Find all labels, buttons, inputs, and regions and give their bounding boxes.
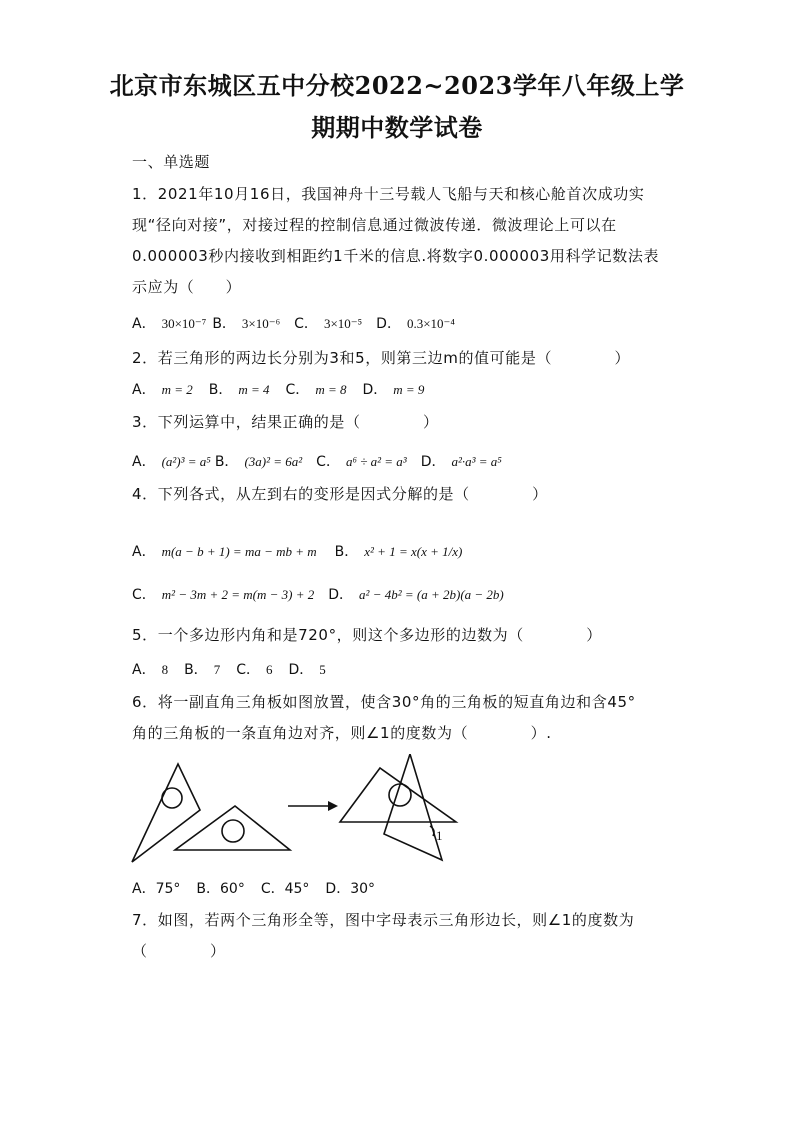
option-label: A．	[132, 544, 156, 560]
question-4-line-1: 4．下列各式，从左到右的变形是因式分解的是（ ）	[132, 485, 548, 503]
arrow-head-icon	[328, 801, 338, 811]
set-square-hole	[222, 820, 244, 842]
option-label: C．	[294, 316, 318, 332]
option-label: A．	[132, 454, 156, 470]
option-c: m = 8	[315, 382, 347, 397]
option-label: B．	[334, 544, 359, 560]
option-label: B．	[212, 316, 236, 332]
question-6-line-1: 6．将一副直角三角板如图放置，使含30°角的三角板的短直角边和含45°	[132, 693, 636, 711]
option-b: (3a)² = 6a²	[244, 454, 303, 469]
exam-title-line-2: 期期中数学试卷	[311, 113, 483, 142]
option-label: D．	[288, 662, 314, 678]
combined-30-triangle	[384, 754, 442, 860]
option-d: D．30°	[325, 881, 376, 897]
question-1-options	[132, 313, 455, 333]
option-d: a²·a³ = a⁵	[451, 454, 502, 469]
question-3-options	[132, 451, 502, 471]
question-7-line-1: 7．如图，若两个三角形全等，图中字母表示三角形边长，则∠1的度数为	[132, 911, 635, 929]
option-c: C．45°	[260, 881, 310, 897]
option-label: C．	[236, 662, 260, 678]
option-b: 3×10⁻⁶	[241, 316, 281, 331]
option-d: m = 9	[393, 382, 425, 397]
option-a: m(a − b + 1) = ma − mb + m	[161, 544, 317, 559]
option-label: C．	[132, 587, 156, 603]
question-1-line-2: 现“径向对接”，对接过程的控制信息通过微波传递．微波理论上可以在	[132, 216, 617, 234]
option-label: D．	[362, 382, 388, 398]
option-a: A．75°	[132, 881, 181, 897]
option-label: C．	[285, 382, 310, 398]
set-square-45-triangle	[175, 806, 290, 850]
question-4-options-row-2	[132, 584, 504, 604]
question-5-line-1: 5．一个多边形内角和是720°，则这个多边形的边数为（ ）	[132, 626, 602, 644]
question-2-options	[132, 379, 424, 399]
exam-title-line-1: 北京市东城区五中分校2022~2023学年八年级上学	[109, 71, 685, 100]
option-a: 30×10⁻⁷	[161, 316, 207, 331]
option-b: x² + 1 = x(x + 1/x)	[364, 544, 463, 559]
question-1-line-4: 示应为（ ）	[132, 278, 242, 296]
set-square-figure	[130, 754, 470, 866]
option-label: B．	[184, 662, 208, 678]
option-label: A．	[132, 382, 156, 398]
option-a: (a²)³ = a⁵	[161, 454, 211, 469]
set-square-hole	[162, 788, 182, 808]
option-label: D．	[420, 454, 446, 470]
question-3-line-1: 3．下列运算中，结果正确的是（ ）	[132, 413, 439, 431]
option-d: 5	[319, 662, 326, 677]
set-square-30-triangle	[132, 764, 200, 862]
option-a: m = 2	[161, 382, 193, 397]
section-heading: 一、单选题	[132, 153, 211, 171]
option-b: 7	[213, 662, 221, 677]
combined-45-triangle	[340, 768, 456, 822]
option-label: A．	[132, 316, 156, 332]
question-7-line-2: （ ）	[132, 942, 226, 960]
option-label: D．	[328, 587, 354, 603]
option-label: B．	[214, 454, 239, 470]
option-b: B．60°	[196, 881, 245, 897]
question-6-line-2: 角的三角板的一条直角边对齐，则∠1的度数为（ ）.	[132, 724, 552, 742]
option-label: B．	[208, 382, 233, 398]
option-c: m² − 3m + 2 = m(m − 3) + 2	[161, 587, 315, 602]
question-4-options-row-1	[132, 541, 462, 561]
option-c: a⁶ ÷ a² = a³	[345, 454, 407, 469]
option-b: m = 4	[238, 382, 270, 397]
angle-1-arc	[430, 826, 434, 836]
question-1-line-3: 0.000003秒内接收到相距约1千米的信息.将数字0.000003用科学记数法表	[132, 247, 660, 265]
question-5-options	[132, 659, 326, 679]
question-2-line-1: 2．若三角形的两边长分别为3和5，则第三边m的值可能是（ ）	[132, 349, 631, 367]
option-label: D．	[376, 316, 401, 332]
option-d: 0.3×10⁻⁴	[406, 316, 455, 331]
question-6-options	[132, 878, 375, 898]
option-d: a² − 4b² = (a + 2b)(a − 2b)	[359, 587, 504, 602]
option-a: 8	[161, 662, 169, 677]
angle-1-label: 1	[436, 828, 443, 843]
option-label: A．	[132, 662, 156, 678]
option-c: 3×10⁻⁵	[323, 316, 363, 331]
option-c: 6	[265, 662, 273, 677]
question-1-line-1: 1．2021年10月16日，我国神舟十三号载人飞船与天和核心舱首次成功实	[132, 185, 645, 203]
option-label: C．	[316, 454, 340, 470]
